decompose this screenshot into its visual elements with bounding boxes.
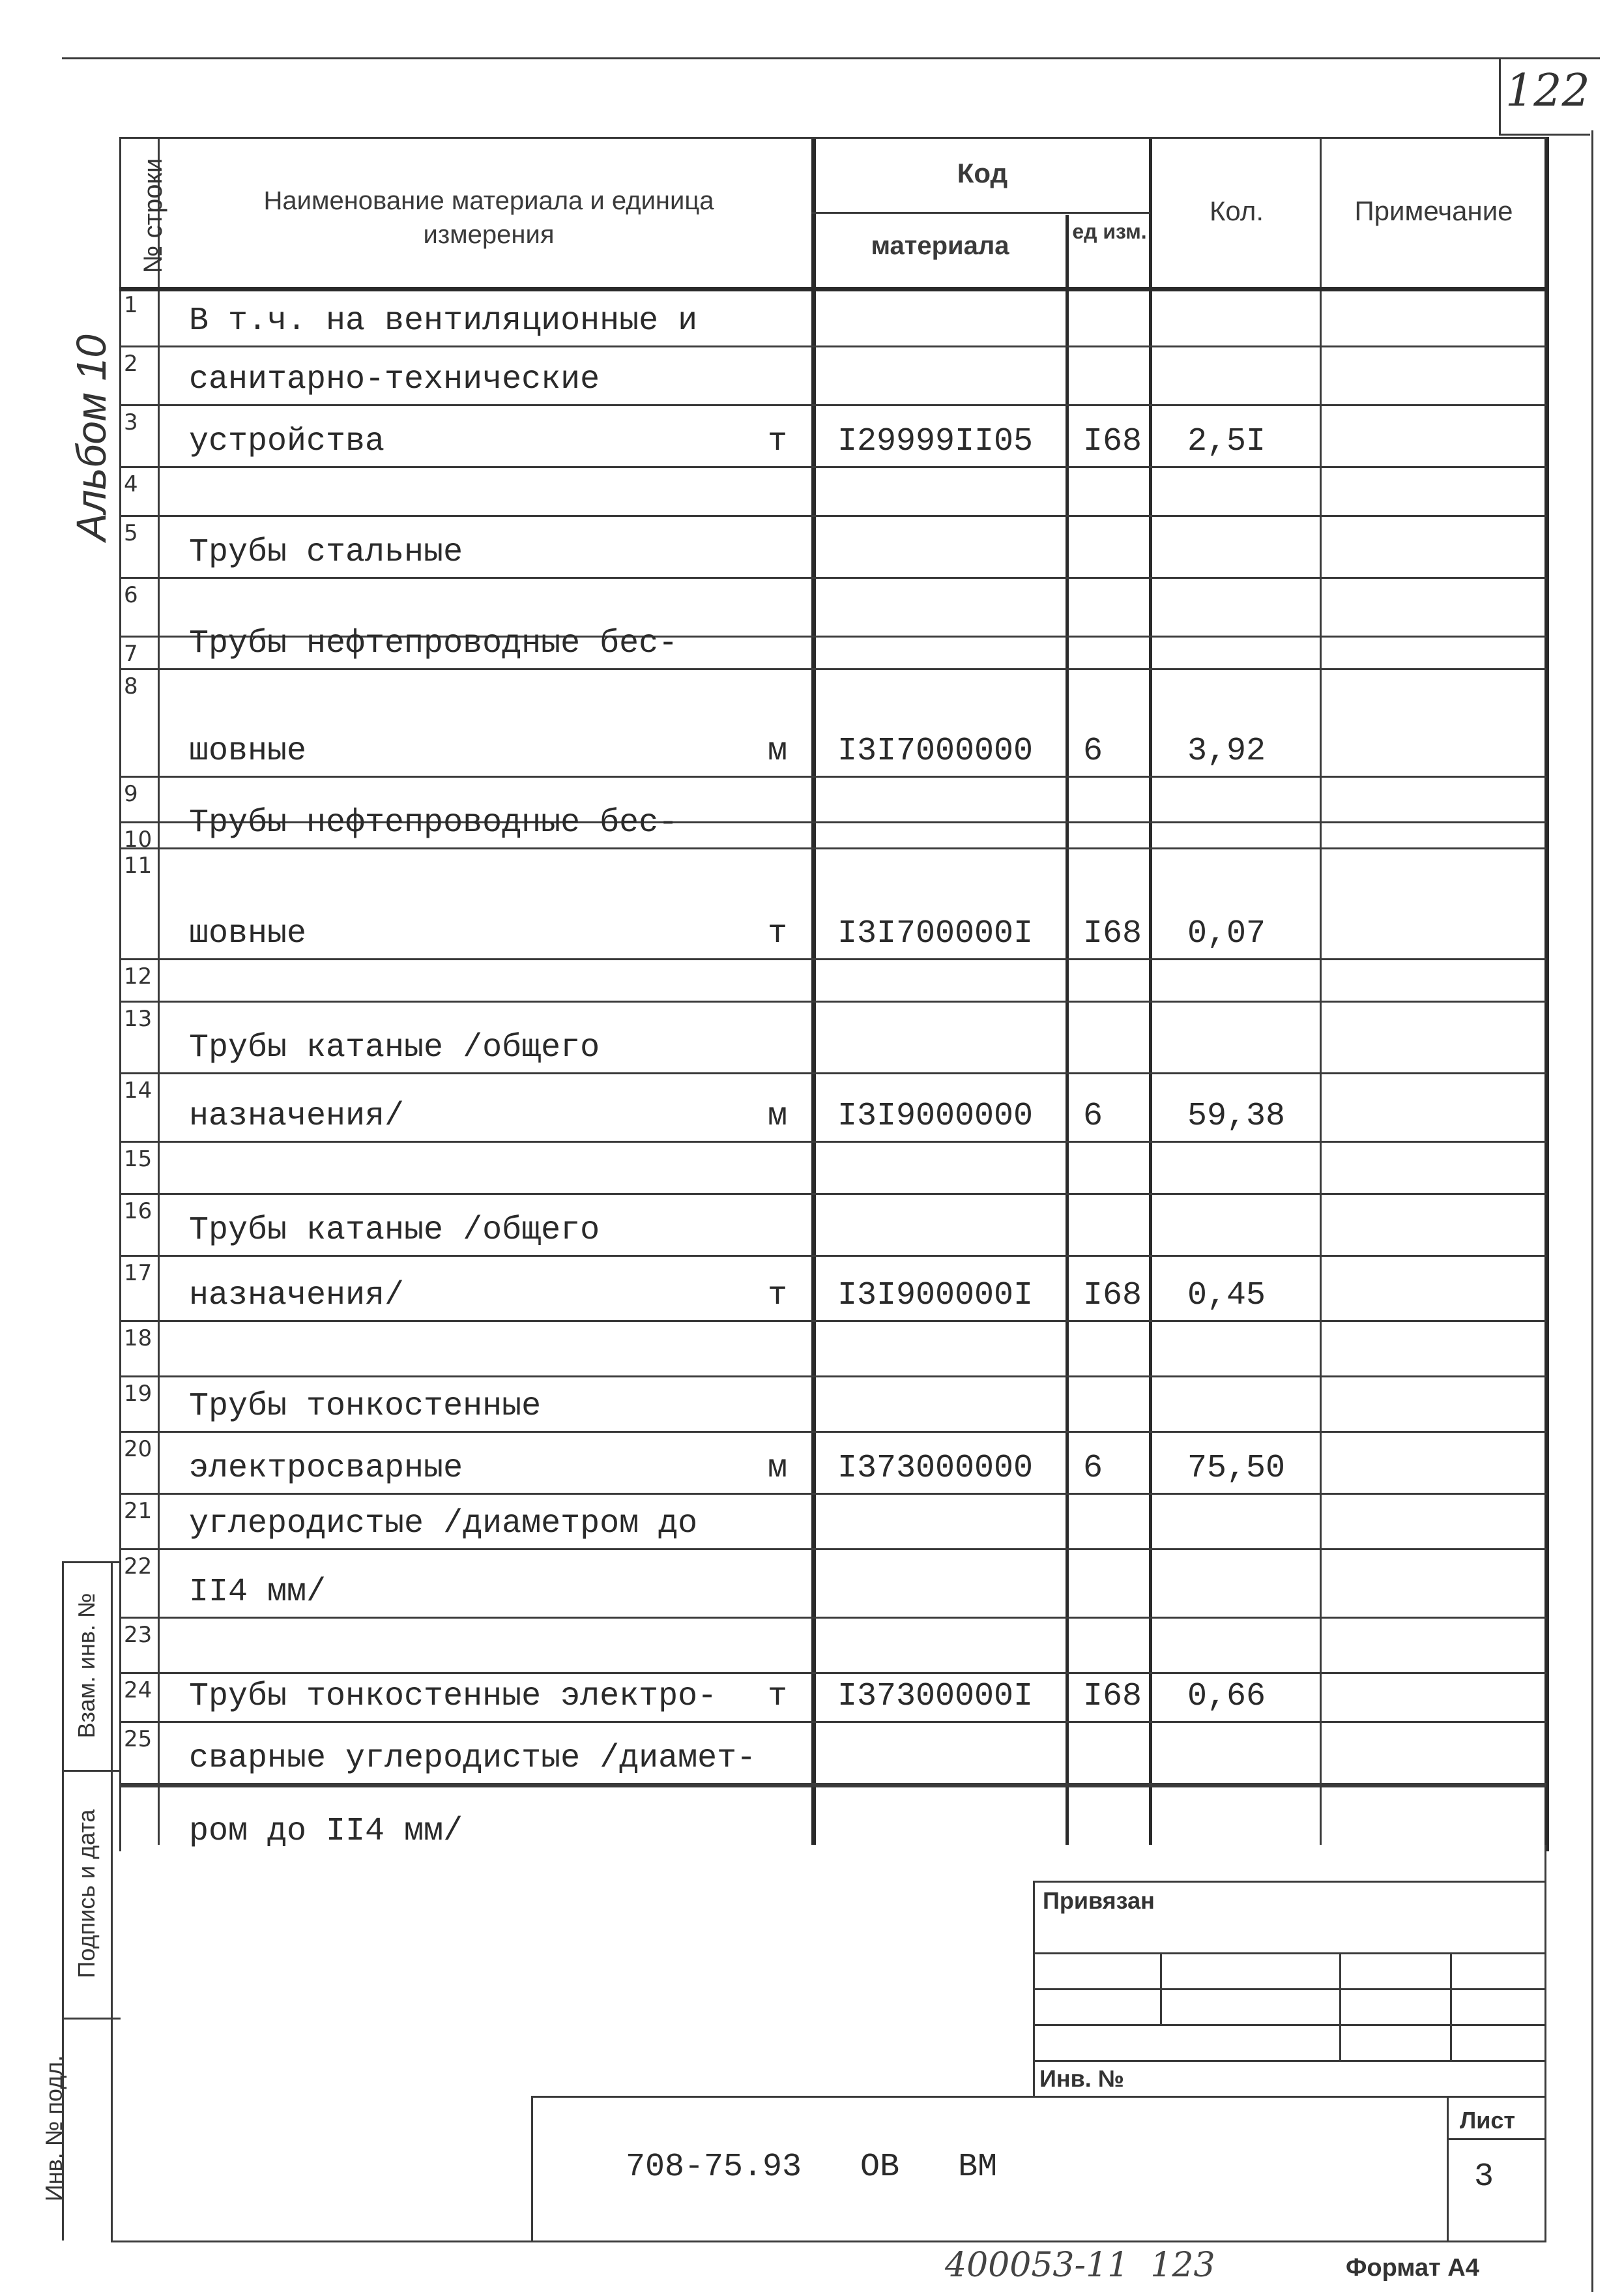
album-label: Альбом 10: [68, 334, 115, 541]
row-number: 15: [124, 1146, 152, 1172]
inv-no-label: Инв. №: [1039, 2065, 1124, 2092]
row-divider: [119, 1072, 1546, 1074]
footer-handwritten: 400053-11 123: [945, 2246, 1215, 2285]
row-number: 18: [124, 1325, 152, 1351]
row-divider: [119, 1617, 1546, 1619]
material-name: Трубы катаные /общего: [189, 1029, 600, 1066]
header-material-code: материала: [871, 231, 1009, 260]
row-number: 3: [124, 409, 138, 435]
row-number: 11: [124, 853, 152, 879]
unit-code: 6: [1083, 733, 1103, 770]
privyazan-line3: [1033, 2024, 1544, 2026]
material-code: I3I7000000: [837, 733, 1034, 770]
docblock-left: [531, 2096, 533, 2242]
row-divider: [119, 345, 1546, 347]
row-divider: [119, 1255, 1546, 1257]
material-name: шовные: [189, 915, 307, 952]
quantity: 0,45: [1187, 1277, 1266, 1314]
side-label-vzam: Взам. инв. №: [73, 1593, 100, 1739]
row-divider: [119, 404, 1546, 406]
unit-of-measure: м: [768, 733, 788, 770]
list-value: 3: [1474, 2158, 1494, 2196]
list-label: Лист: [1460, 2107, 1516, 2134]
row-number: 16: [124, 1198, 152, 1224]
quantity: 3,92: [1187, 733, 1266, 770]
code-subheader-line: [811, 212, 1150, 214]
row-divider: [119, 1193, 1546, 1195]
quantity: 59,38: [1187, 1098, 1286, 1135]
row-number: 13: [124, 1006, 152, 1032]
unit-code: 6: [1083, 1450, 1103, 1487]
frame-bottom-line: [111, 2241, 1544, 2242]
header-note: Примечание: [1354, 196, 1513, 226]
header-bottom-line: [119, 287, 1546, 291]
row-number: 4: [124, 471, 138, 497]
row-number: 6: [124, 582, 138, 608]
material-code: I29999II05: [837, 423, 1034, 460]
row-number: 2: [124, 351, 138, 377]
unit-of-measure: т: [768, 1277, 788, 1314]
material-name: Трубы нефтепроводные бес-: [189, 804, 678, 842]
row-number: 12: [124, 963, 152, 990]
quantity: 75,50: [1187, 1450, 1286, 1487]
material-name: Трубы катаные /общего: [189, 1212, 600, 1249]
material-code: I373000000: [837, 1450, 1034, 1487]
row-divider: [119, 847, 1546, 849]
unit-code: I68: [1083, 423, 1142, 460]
unit-of-measure: т: [768, 915, 788, 952]
format-label: Формат А4: [1346, 2254, 1479, 2282]
row-number: 20: [124, 1436, 152, 1462]
top-border-line: [62, 57, 1600, 59]
row-divider: [119, 1141, 1546, 1143]
unit-code: I68: [1083, 1277, 1142, 1314]
table-top-border: [119, 137, 1546, 139]
material-name: Трубы нефтепроводные бес-: [189, 625, 678, 662]
privyazan-col3: [1450, 1952, 1452, 2060]
row-number: 9: [124, 781, 138, 807]
privyazan-col2: [1339, 1952, 1341, 2060]
unit-code: I68: [1083, 915, 1142, 952]
row-divider: [119, 1783, 1546, 1787]
material-name: назначения/: [189, 1098, 405, 1135]
unit-of-measure: м: [768, 1450, 788, 1487]
material-code: I3I900000I: [837, 1277, 1034, 1314]
row-divider: [119, 515, 1546, 517]
row-divider: [119, 1375, 1546, 1377]
unit-col-divider: [1066, 215, 1069, 1845]
row-number: 8: [124, 673, 138, 699]
header-name-col: Наименование материала и единица измерения: [263, 186, 714, 249]
material-name: сварные углеродистые /диамет-: [189, 1740, 757, 1777]
unit-of-measure: м: [768, 1098, 788, 1135]
row-number: 19: [124, 1381, 152, 1407]
material-name: устройства: [189, 423, 385, 460]
header-row-no: № строки: [139, 158, 167, 274]
list-label-line: [1447, 2138, 1544, 2140]
privyazan-label: Привязан: [1043, 1887, 1155, 1914]
row-number: 25: [124, 1726, 152, 1752]
material-name: II4 мм/: [189, 1574, 326, 1611]
row-divider: [119, 668, 1546, 670]
row-number: 21: [124, 1498, 152, 1524]
row-number: 7: [124, 641, 138, 667]
sheet-number-underline: [1499, 134, 1590, 136]
privyazan-col1: [1160, 1952, 1162, 2024]
row-divider: [119, 577, 1546, 579]
privyazan-line2: [1033, 1988, 1544, 1990]
row-divider: [119, 1672, 1546, 1674]
quantity: 0,07: [1187, 915, 1266, 952]
docblock-top: [531, 2096, 1544, 2098]
side-stamp-mid: [111, 1561, 113, 2241]
header-code-group: Код: [957, 158, 1008, 188]
material-name: Трубы стальные: [189, 534, 463, 571]
overflow-line: ром до II4 мм/: [189, 1813, 463, 1850]
row-divider: [119, 1493, 1546, 1495]
sheet-number-divider: [1499, 57, 1501, 136]
header-unit-code: ед изм.: [1072, 220, 1147, 243]
quantity: 0,66: [1187, 1678, 1266, 1715]
row-number: 17: [124, 1260, 152, 1286]
material-code: I37300000I: [837, 1678, 1034, 1715]
privyazan-line1: [1033, 1952, 1544, 1954]
ucode-col-divider: [1149, 137, 1152, 1845]
row-divider: [119, 1320, 1546, 1322]
unit-of-measure: т: [768, 1678, 788, 1715]
doc-code: 708-75.93 ОВ ВМ: [626, 2149, 998, 2186]
material-name: шовные: [189, 733, 307, 770]
quantity: 2,5I: [1187, 423, 1266, 460]
qty-col-divider: [1320, 137, 1322, 1845]
material-name: Трубы тонкостенные электро-: [189, 1678, 718, 1715]
material-code: I3I9000000: [837, 1098, 1034, 1135]
unit-code: 6: [1083, 1098, 1103, 1135]
row-number: 10: [124, 827, 152, 853]
material-name: электросварные: [189, 1450, 463, 1487]
row-number: 14: [124, 1078, 152, 1104]
row-divider: [119, 1431, 1546, 1433]
header-qty: Кол.: [1209, 196, 1264, 226]
sheet-number-handwritten: 122: [1505, 65, 1590, 117]
unit-code: I68: [1083, 1678, 1142, 1715]
row-divider: [119, 958, 1546, 960]
material-name: углеродистые /диаметром до: [189, 1505, 698, 1542]
row-divider: [119, 1721, 1546, 1723]
row-divider: [119, 1548, 1546, 1550]
table-right-border: [1544, 137, 1549, 1851]
row-divider: [119, 776, 1546, 778]
docblock-list-divider: [1447, 2096, 1449, 2242]
frame-right-bottom: [1544, 1845, 1546, 2242]
rownum-col-divider: [158, 137, 160, 1845]
side-stamp-top: [62, 1561, 121, 1563]
side-label-podpis: Подпись и дата: [73, 1809, 100, 1978]
side-label-inv-podl: Инв. № подл.: [40, 2055, 67, 2202]
table-left-border: [119, 137, 121, 1851]
row-divider: [119, 1001, 1546, 1003]
material-name: назначения/: [189, 1277, 405, 1314]
row-number: 23: [124, 1622, 152, 1648]
name-col-divider: [811, 137, 816, 1845]
row-number: 1: [124, 292, 138, 318]
material-name: санитарно-технические: [189, 361, 600, 398]
material-name: Трубы тонкостенные: [189, 1388, 542, 1425]
row-number: 5: [124, 520, 138, 546]
privyazan-line4: [1033, 2060, 1544, 2062]
material-name: В т.ч. на вентиляционные и: [189, 302, 698, 340]
row-number: 22: [124, 1553, 152, 1579]
row-divider: [119, 466, 1546, 468]
privyazan-top: [1033, 1881, 1544, 1883]
material-code: I3I700000I: [837, 915, 1034, 952]
row-number: 24: [124, 1677, 152, 1703]
unit-of-measure: т: [768, 423, 788, 460]
right-border-line: [1591, 130, 1593, 2292]
